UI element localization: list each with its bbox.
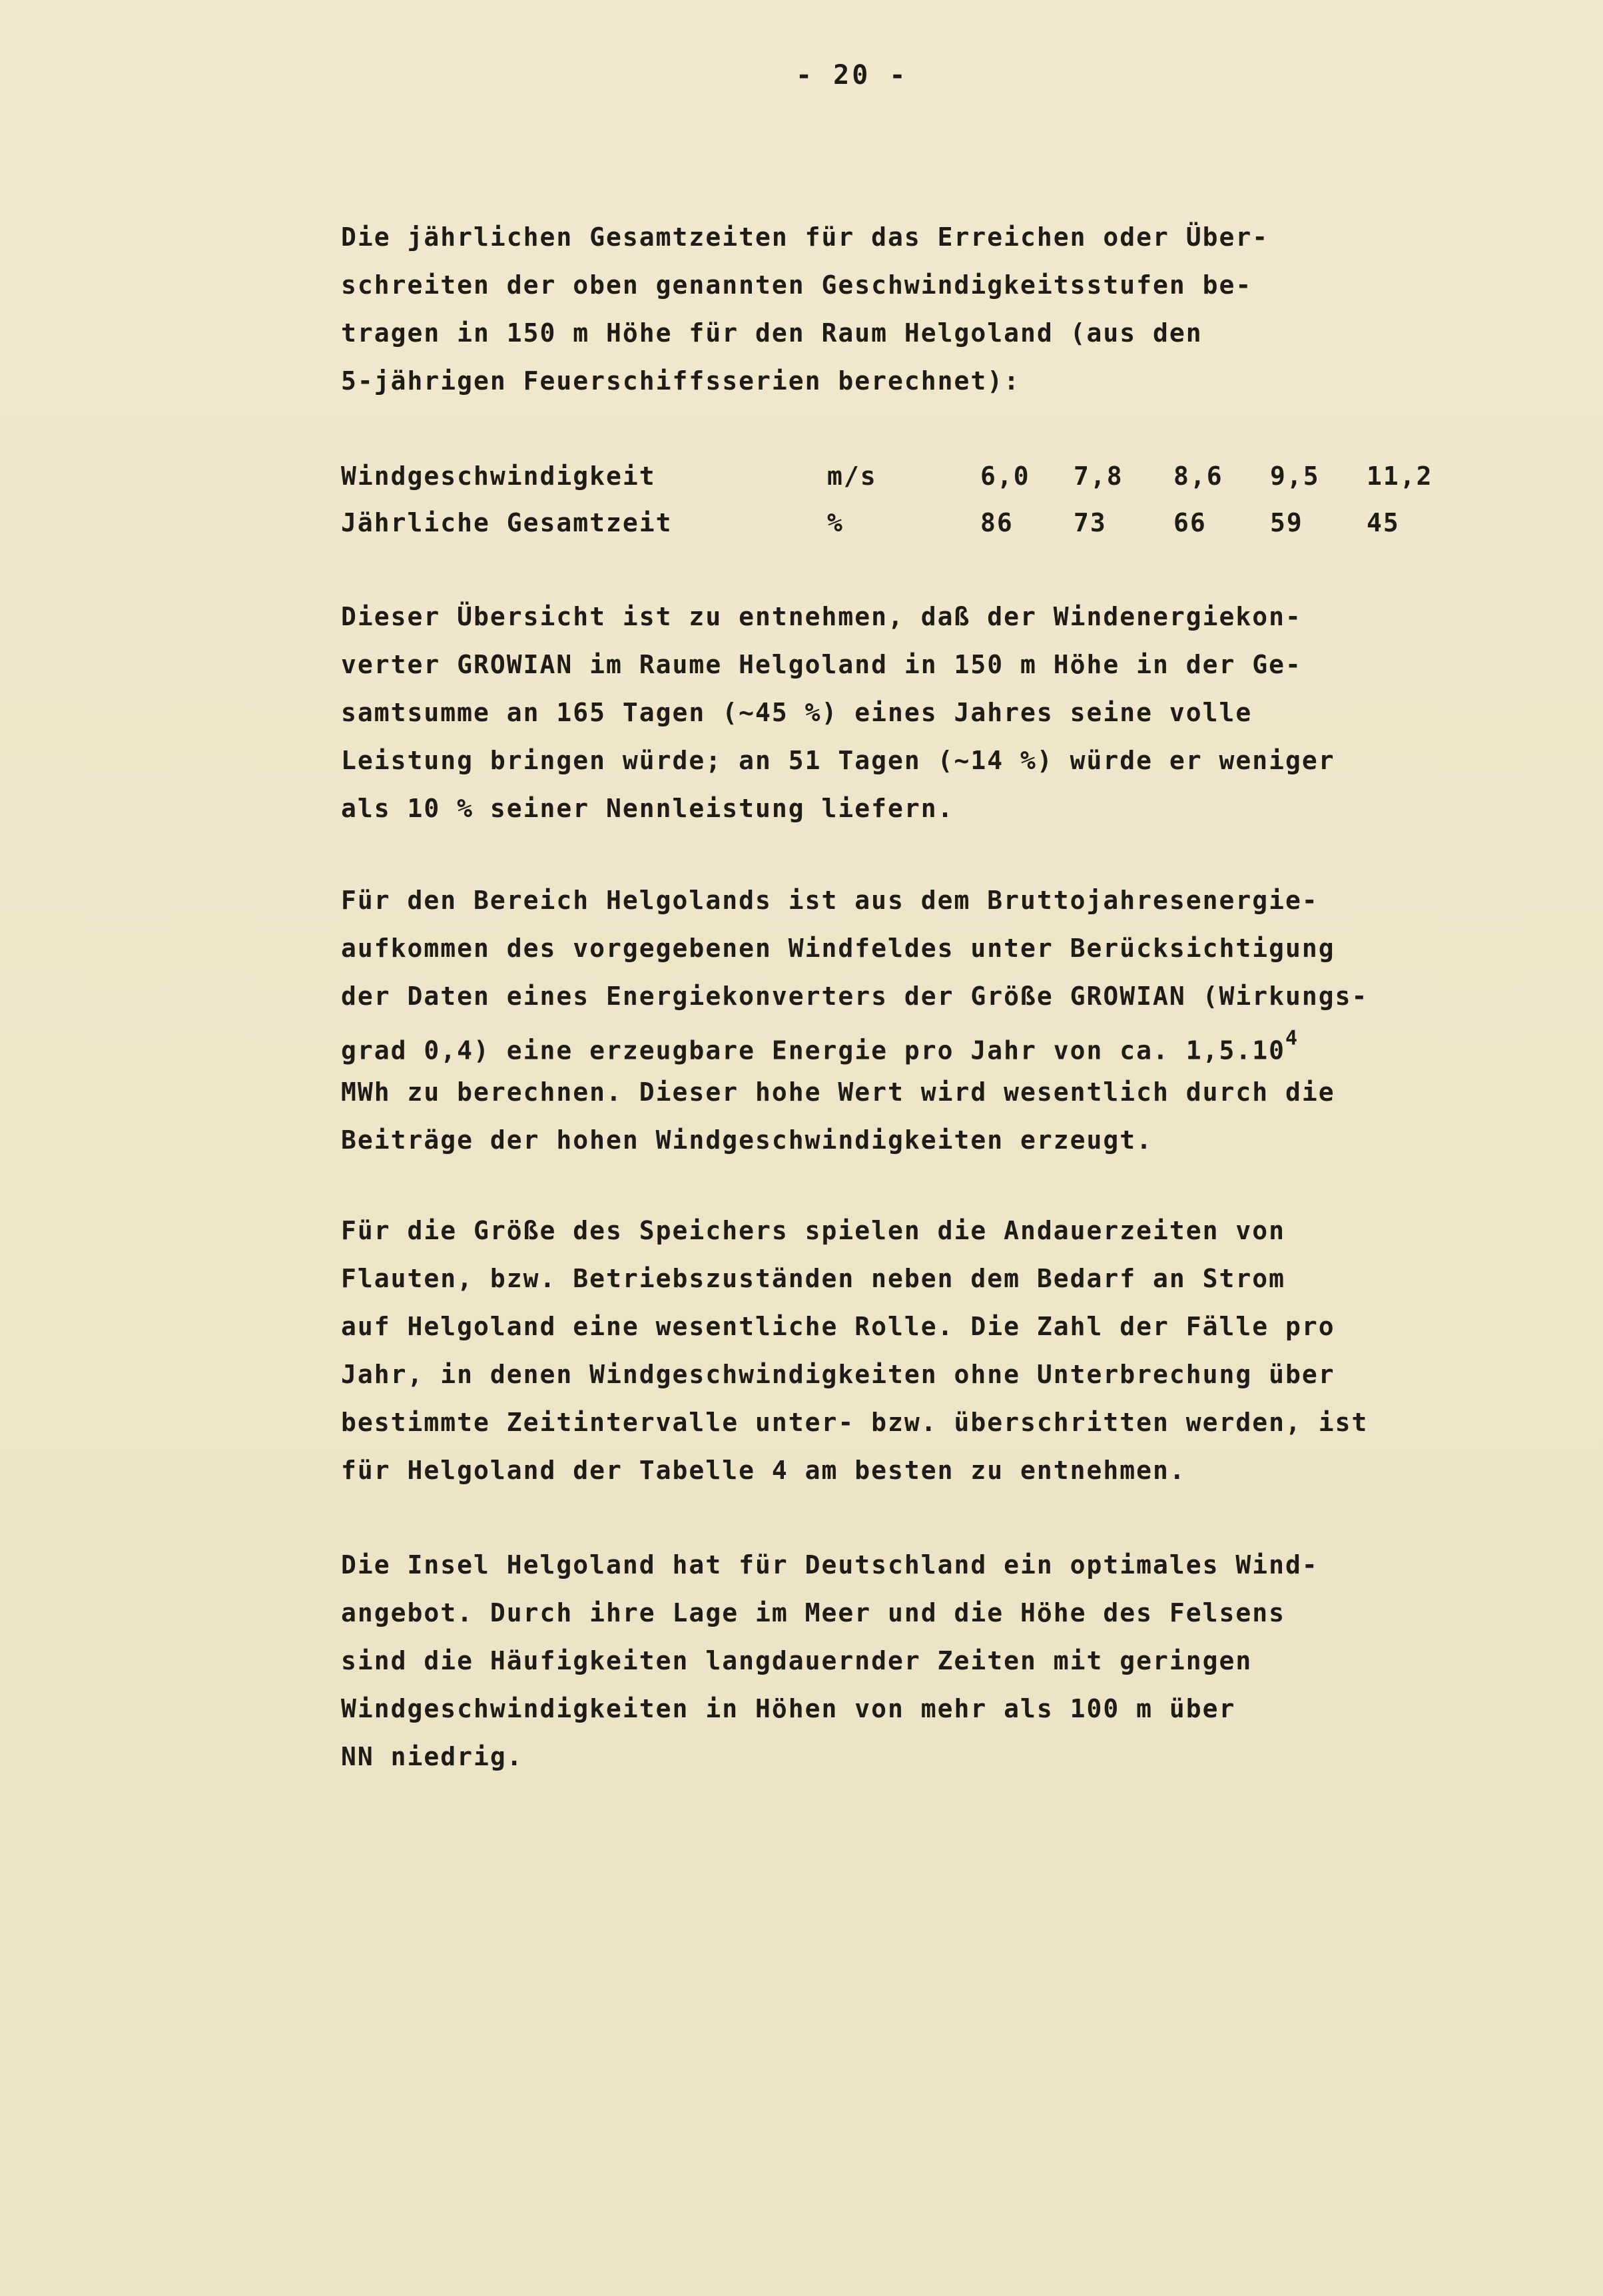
paragraph-overview: [341, 593, 1335, 832]
overview-line-4: Leistung bringen würde; an 51 Tagen (~14 %) würde er weniger: [341, 746, 1335, 775]
storage-line-1: Für die Größe des Speichers spielen die Andauerzeiten von: [341, 1216, 1286, 1245]
wind-speed-value: 6,0: [980, 461, 1030, 491]
intro-line-3: tragen in 150 m Höhe für den Raum Helgoland (aus den: [341, 318, 1203, 348]
energy-line-3: der Daten eines Energiekonverters der Größe GROWIAN (Wirkungs-: [341, 982, 1369, 1011]
annual-time-value: 45: [1367, 508, 1400, 537]
energy-line-6: Beiträge der hohen Windgeschwindigkeiten erzeugt.: [341, 1125, 1153, 1155]
table-row-wind-speed: [341, 453, 1473, 499]
annual-time-value: 86: [980, 508, 1014, 537]
row-label-annual-time: Jährliche Gesamtzeit: [341, 508, 673, 537]
annual-time-value: 66: [1173, 508, 1207, 537]
storage-line-4: Jahr, in denen Windgeschwindigkeiten ohne Unterbrechung über: [341, 1360, 1335, 1389]
energy-line-2: aufkommen des vorgegebenen Windfeldes unter Berücksichtigung: [341, 934, 1335, 963]
paragraph-energy: [341, 876, 1368, 1164]
page-number: - 20 -: [796, 60, 908, 91]
storage-line-6: für Helgoland der Tabelle 4 am besten zu entnehmen.: [341, 1456, 1186, 1485]
island-line-5: NN niedrig.: [341, 1742, 523, 1771]
annual-time-value: 73: [1074, 508, 1107, 537]
wind-speed-value: 9,5: [1270, 461, 1320, 491]
annual-time-value: 59: [1270, 508, 1303, 537]
table-row-annual-time: [341, 499, 1473, 546]
energy-line-4: [341, 1020, 1368, 1068]
storage-line-2: Flauten, bzw. Betriebszuständen neben dem Bedarf an Strom: [341, 1264, 1286, 1293]
wind-speed-value: 7,8: [1074, 461, 1123, 491]
paragraph-island: [341, 1541, 1319, 1781]
island-line-2: angebot. Durch ihre Lage im Meer und die Höhe des Felsens: [341, 1598, 1286, 1627]
energy-line-1: Für den Bereich Helgolands ist aus dem Bruttojahresenergie-: [341, 886, 1319, 915]
row-label-wind-speed: Windgeschwindigkeit: [341, 461, 656, 491]
energy-exponent: 4: [1285, 1027, 1299, 1050]
wind-speed-table: [341, 453, 1473, 546]
island-line-3: sind die Häufigkeiten langdauernder Zeiten mit geringen: [341, 1646, 1253, 1675]
overview-line-5: als 10 % seiner Nennleistung liefern.: [341, 794, 954, 823]
storage-line-3: auf Helgoland eine wesentliche Rolle. Die Zahl der Fälle pro: [341, 1312, 1335, 1341]
wind-speed-value: 11,2: [1367, 461, 1433, 491]
storage-line-5: bestimmte Zeitintervalle unter- bzw. überschritten werden, ist: [341, 1408, 1369, 1437]
overview-line-1: Dieser Übersicht ist zu entnehmen, daß der Windenergiekon-: [341, 602, 1302, 631]
energy-line-4-text: grad 0,4) eine erzeugbare Energie pro Jahr von ca. 1,5.10: [341, 1035, 1286, 1065]
wind-speed-value: 8,6: [1173, 461, 1223, 491]
intro-line-4: 5-jährigen Feuerschiffsserien berechnet):: [341, 366, 1020, 396]
energy-line-5: MWh zu berechnen. Dieser hohe Wert wird wesentlich durch die: [341, 1077, 1335, 1107]
overview-line-2: verter GROWIAN im Raume Helgoland in 150 m Höhe in der Ge-: [341, 650, 1302, 679]
island-line-1: Die Insel Helgoland hat für Deutschland ein optimales Wind-: [341, 1550, 1319, 1579]
intro-line-2: schreiten der oben genannten Geschwindigkeitsstufen be-: [341, 270, 1253, 300]
overview-line-3: samtsumme an 165 Tagen (~45 %) eines Jahres seine volle: [341, 698, 1253, 727]
intro-line-1: Die jährlichen Gesamtzeiten für das Erreichen oder Über-: [341, 222, 1269, 252]
paragraph-intro: [341, 213, 1269, 405]
paragraph-storage: [341, 1207, 1368, 1494]
row-unit-annual-time: %: [827, 508, 844, 537]
island-line-4: Windgeschwindigkeiten in Höhen von mehr als 100 m über: [341, 1694, 1236, 1723]
row-unit-wind-speed: m/s: [827, 461, 877, 491]
